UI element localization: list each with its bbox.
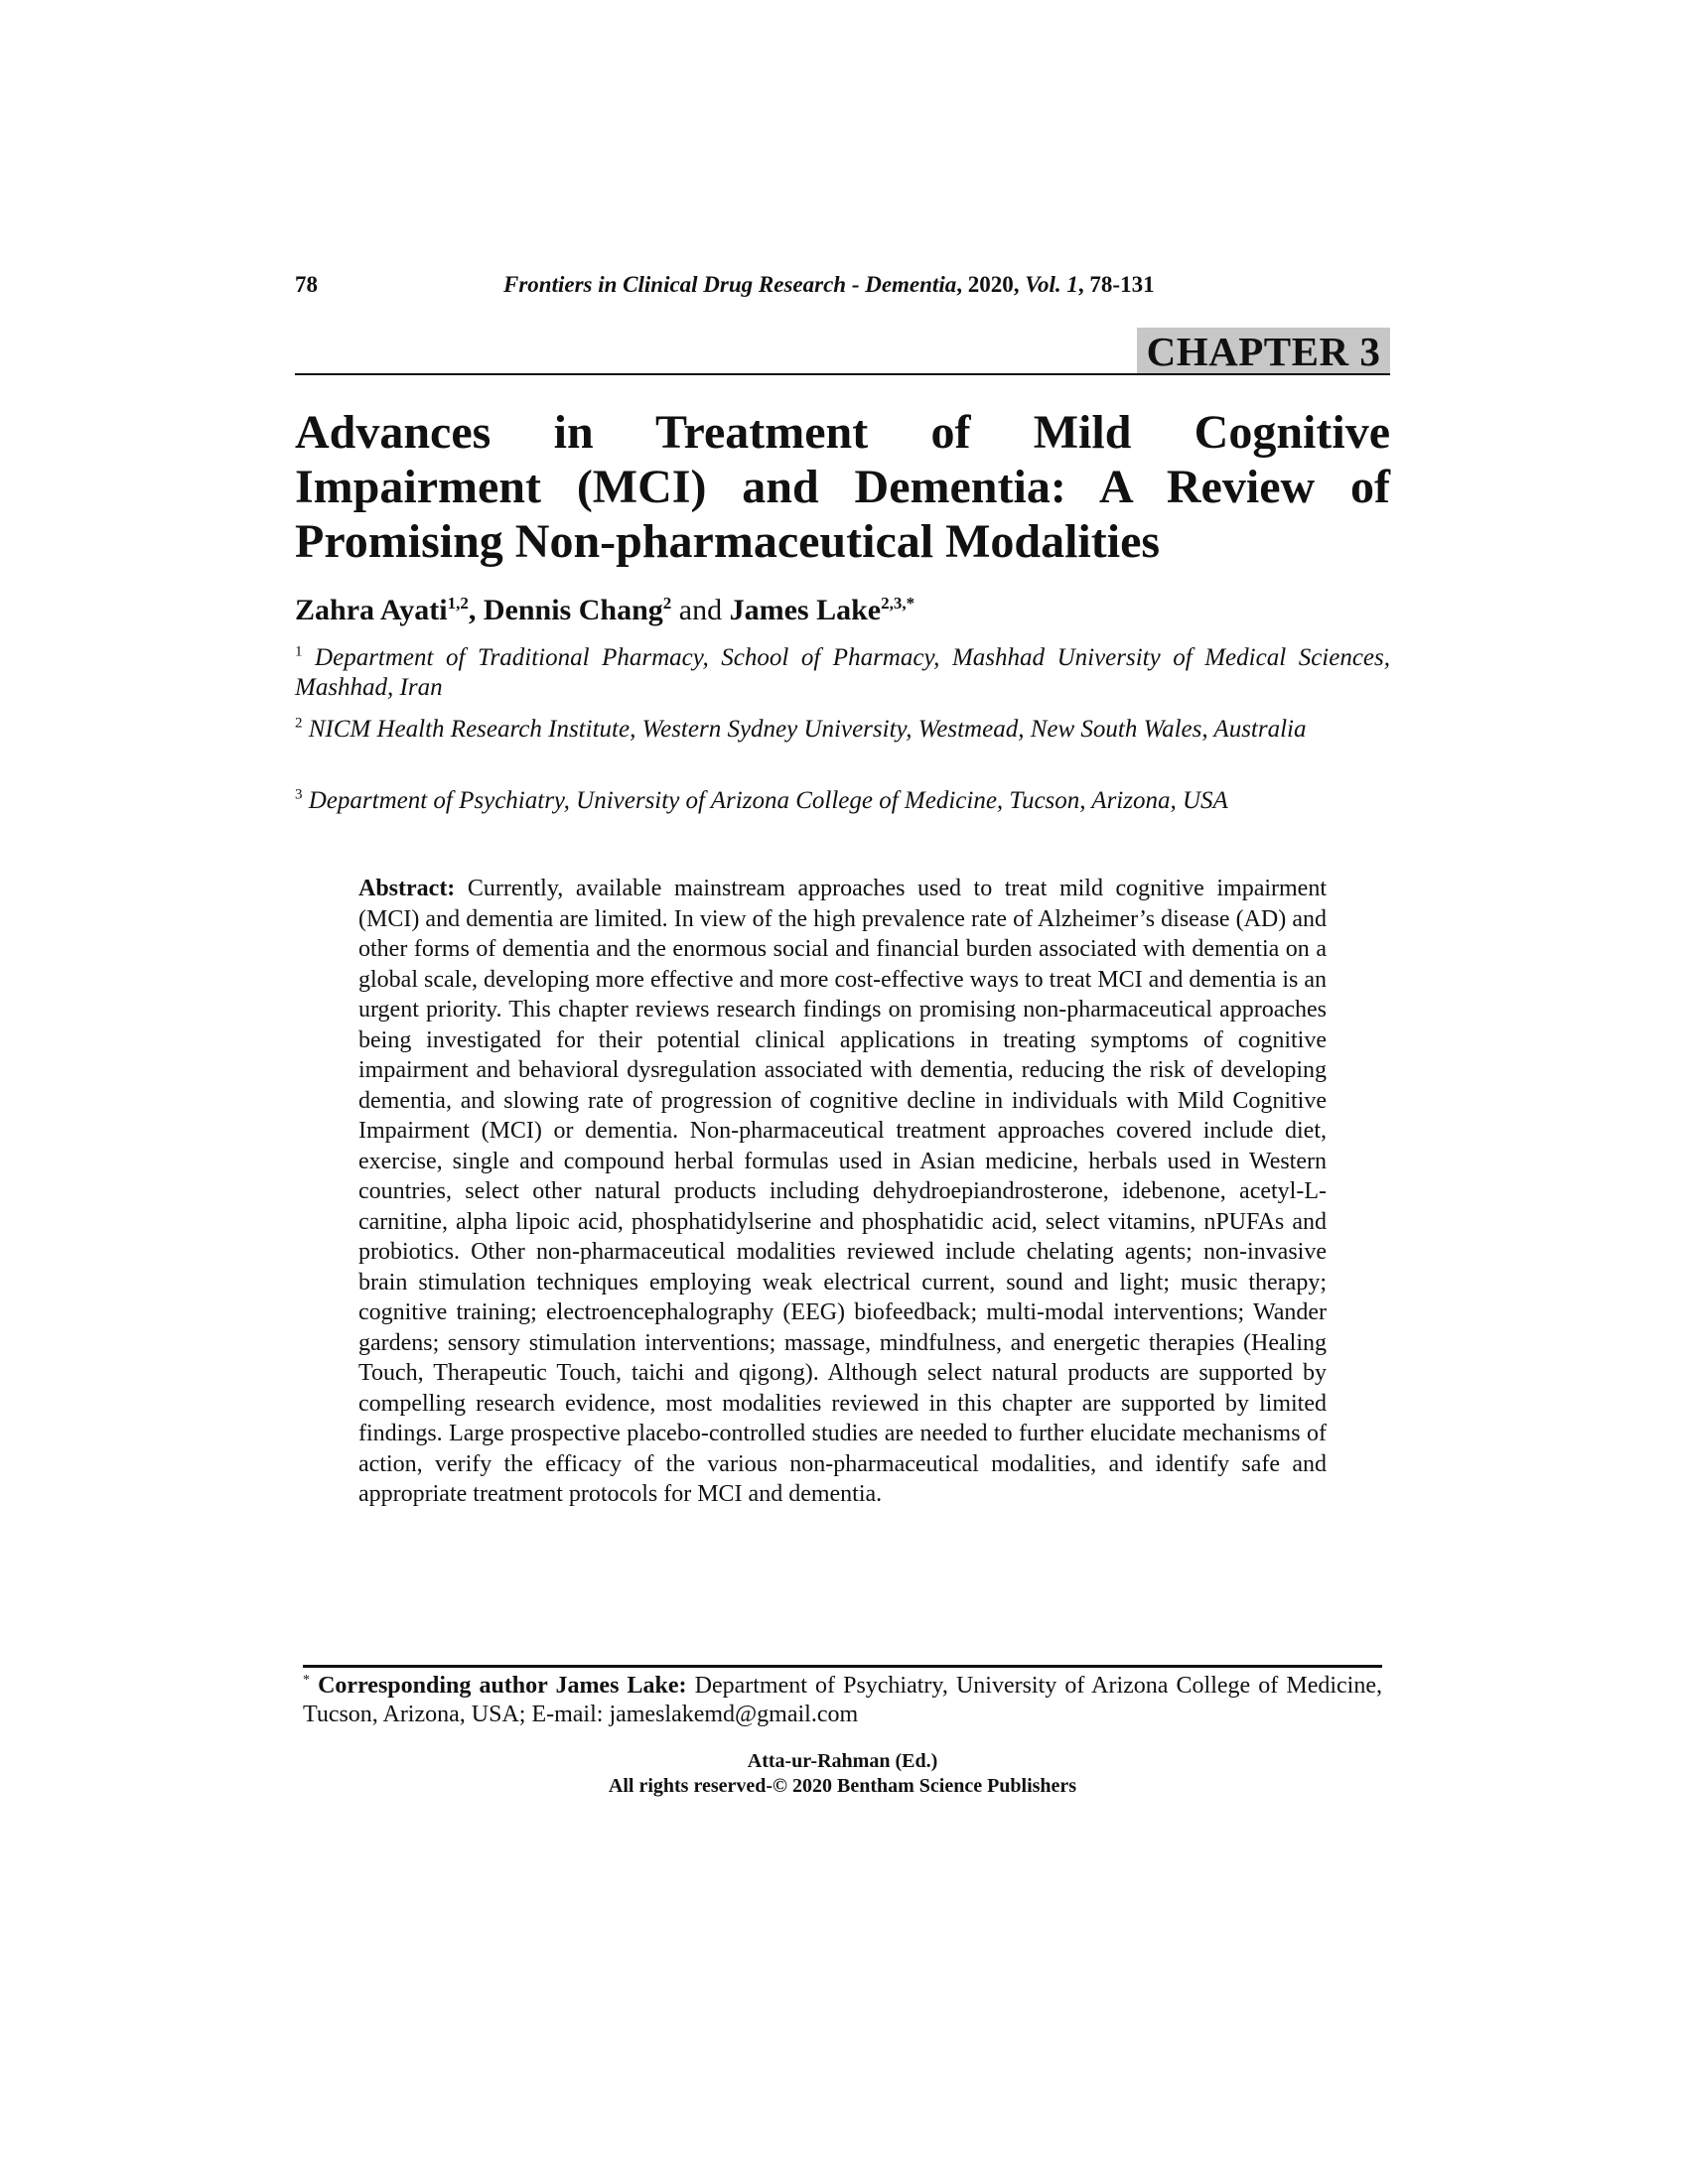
editor-line: Atta-ur-Rahman (Ed.) (747, 1750, 938, 1772)
author-separator: , (468, 594, 484, 626)
author-name: James Lake (729, 594, 882, 626)
journal-citation (503, 272, 1155, 298)
author-name: Zahra Ayati (295, 594, 448, 626)
author-affiliation-marker: 1,2 (447, 594, 469, 613)
publisher-block (295, 1749, 1390, 1799)
chapter-divider (295, 373, 1390, 375)
author-name: Dennis Chang (483, 594, 663, 626)
abstract (358, 874, 1327, 1510)
author-separator (671, 594, 679, 626)
affiliation-text: NICM Health Research Institute, Western Sydney University, Westmead, New South Wales, Australia (302, 716, 1307, 743)
chapter-label: CHAPTER 3 (1137, 328, 1390, 375)
title-line-1: Advances in Treatment of Mild Cognitive (295, 406, 1390, 459)
page-number: 78 (295, 272, 318, 297)
author-list (295, 594, 1390, 627)
abstract-label: Abstract: (358, 876, 456, 901)
corresponding-author-footnote (303, 1672, 1382, 1729)
author-affiliation-marker: 2 (662, 594, 672, 613)
footnote-marker: * (303, 1673, 310, 1688)
author-conjunction: and (678, 594, 723, 626)
author-affiliation-marker: 2,3,* (881, 594, 915, 613)
affiliation-text: Department of Psychiatry, University of Arizona College of Medicine, Tucson, Arizona, USA (302, 787, 1228, 814)
chapter-title (295, 405, 1390, 569)
affiliation-marker: 3 (295, 786, 303, 803)
affiliation (295, 715, 1390, 745)
title-line-3: Promising Non-pharmaceutical Modalities (295, 515, 1161, 568)
affiliation (295, 643, 1390, 703)
affiliation-text: Department of Traditional Pharmacy, School of Pharmacy, Mashhad University of Medical Sciences, Mashhad, Iran (295, 644, 1390, 701)
affiliation-marker: 2 (295, 715, 303, 732)
footnote-label: Corresponding author James Lake: (310, 1673, 687, 1699)
journal-volume: Vol. 1 (1025, 272, 1078, 297)
abstract-text: Currently, available mainstream approaches used to treat mild cognitive impairment (MCI) and dementia are limited. In view of the high prevalence rate of Alzheimer’s disease (AD) and other forms of dementia and the enormous social and financial burden associated with dementia on a global scale, developing more effective and more cost-effective ways to treat MCI and dementia is an urgent priority. This chapter reviews research findings on promising non-pharmaceutical approaches being investigated for their potential clinical applications in treating symptoms of cognitive impairment and behavioral dysregulation associated with dementia, reducing the risk of developing dementia, and slowing rate of progression of cognitive decline in individuals with Mild Cognitive Impairment (MCI) or dementia. Non-pharmaceutical treatment approaches covered include diet, exercise, single and compound herbal formulas used in Asian medicine, herbals used in Western countries, select other natural products including dehydroepiandrosterone, idebenone, acetyl-L-carnitine, alpha lipoic acid, phosphatidylserine and phosphatidic acid, select vitamins, nPUFAs and probiotics. Other non-pharmaceutical modalities reviewed include chelating agents; non-invasive brain stimulation techniques employing weak electrical current, sound and light; music therapy; cognitive training; electroencephalography (EEG) biofeedback; multi-modal interventions; Wander gardens; sensory stimulation interventions; massage, mindfulness, and energetic therapies (Healing Touch, Therapeutic Touch, taichi and qigong). Although select natural products are supported by compelling research evidence, most modalities reviewed in this chapter are supported by limited findings. Large prospective placebo-controlled studies are needed to further elucidate mechanisms of action, verify the efficacy of the various non-pharmaceutical modalities, and identify safe and appropriate treatment protocols for MCI and dementia. (358, 876, 1327, 1507)
footnote-divider (303, 1665, 1382, 1668)
journal-name: Frontiers in Clinical Drug Research - Dementia (503, 272, 957, 297)
title-line-2: Impairment (MCI) and Dementia: A Review of (295, 461, 1390, 513)
journal-pages: , 78-131 (1077, 272, 1155, 297)
running-head (295, 272, 1390, 308)
affiliation (295, 786, 1390, 816)
copyright-line: All rights reserved-© 2020 Bentham Science Publishers (608, 1775, 1077, 1797)
affiliation-marker: 1 (295, 643, 303, 660)
footnote-text: Department of Psychiatry, University of Arizona College of Medicine, Tucson, Arizona, USA; E-mail: jameslakemd@gmail.com (303, 1673, 1382, 1727)
journal-year: , 2020, (956, 272, 1026, 297)
